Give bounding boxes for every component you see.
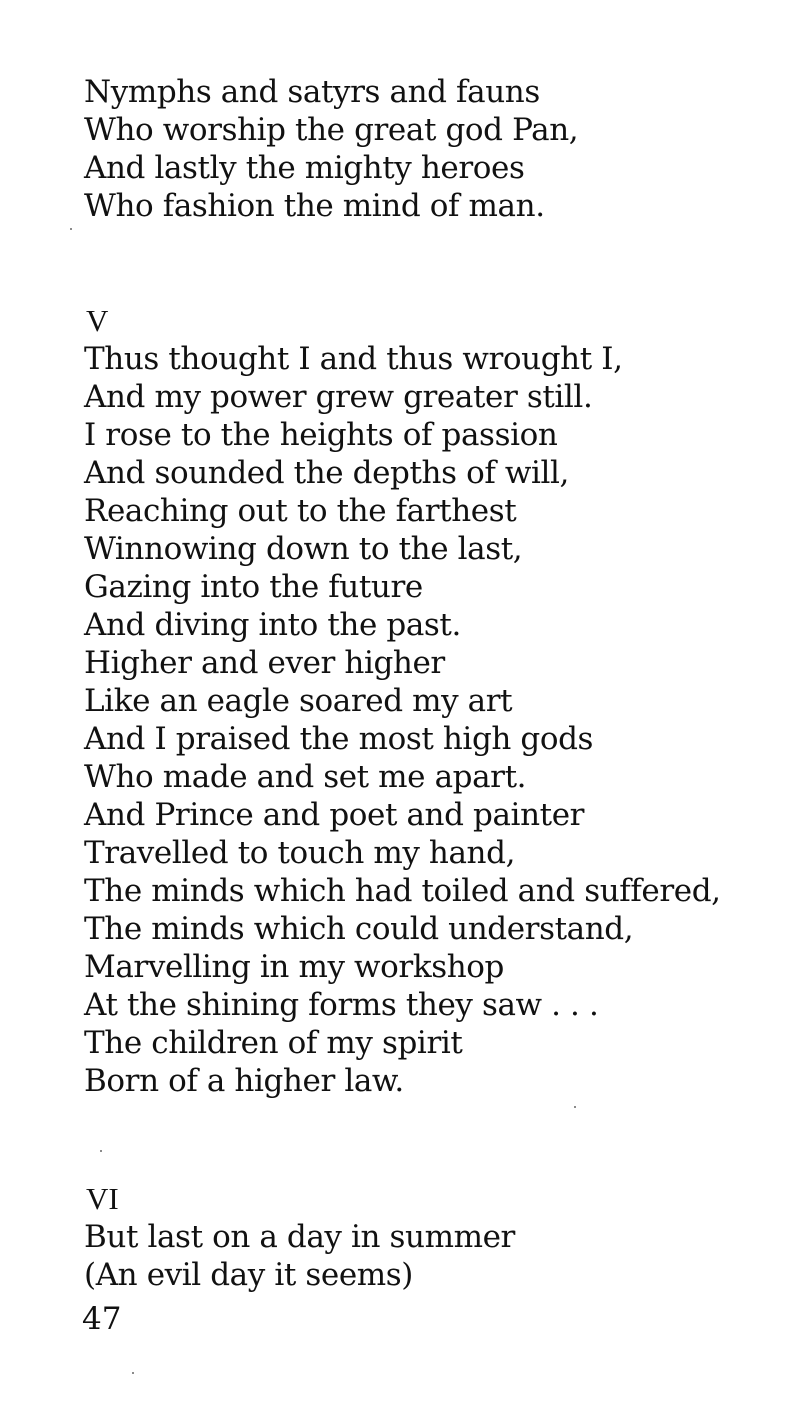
poem-line: The minds which could understand, <box>84 911 634 947</box>
poem-line: Travelled to touch my hand, <box>84 835 516 871</box>
poem-line: The minds which had toiled and suffered, <box>84 873 721 909</box>
poem-line: Thus thought I and thus wrought I, <box>84 341 623 377</box>
poem-line: Reaching out to the farthest <box>84 493 517 529</box>
poem-line: Like an eagle soared my art <box>84 683 513 719</box>
poem-line: Born of a higher law. <box>84 1063 404 1099</box>
poem-line: Who worship the great god Pan, <box>84 112 579 148</box>
poem-line: And Prince and poet and painter <box>84 797 585 833</box>
poem-line: Higher and ever higher <box>84 645 445 681</box>
page-number: 47 <box>82 1301 122 1337</box>
stanza-v <box>84 340 721 1100</box>
poem-line: Nymphs and satyrs and fauns <box>84 74 540 110</box>
section-heading-v: V <box>86 303 109 338</box>
poem-line: Who made and set me apart. <box>84 759 527 795</box>
paper-speck <box>70 228 72 230</box>
paper-speck <box>574 1106 576 1108</box>
poem-line: And lastly the mighty heroes <box>84 150 525 186</box>
poem-line: Who fashion the mind of man. <box>84 188 545 224</box>
poem-line: But last on a day in summer <box>84 1219 515 1255</box>
section-heading-vi: VI <box>86 1181 119 1216</box>
poem-line: Gazing into the future <box>84 569 423 605</box>
poem-line: (An evil day it seems) <box>84 1257 413 1293</box>
poem-line: And I praised the most high gods <box>84 721 594 757</box>
stanza-intro <box>84 73 578 225</box>
poem-line: I rose to the heights of passion <box>84 417 558 453</box>
poem-line: And my power grew greater still. <box>84 379 593 415</box>
poem-line: The children of my spirit <box>84 1025 463 1061</box>
poem-line: Winnowing down to the last, <box>84 531 523 567</box>
paper-speck <box>132 1372 134 1374</box>
poem-line: Marvelling in my workshop <box>84 949 504 985</box>
paper-speck <box>100 1150 102 1152</box>
poem-line: And sounded the depths of will, <box>84 455 570 491</box>
stanza-vi <box>84 1218 515 1294</box>
poem-line: And diving into the past. <box>84 607 461 643</box>
poem-line: At the shining forms they saw . . . <box>84 987 599 1023</box>
